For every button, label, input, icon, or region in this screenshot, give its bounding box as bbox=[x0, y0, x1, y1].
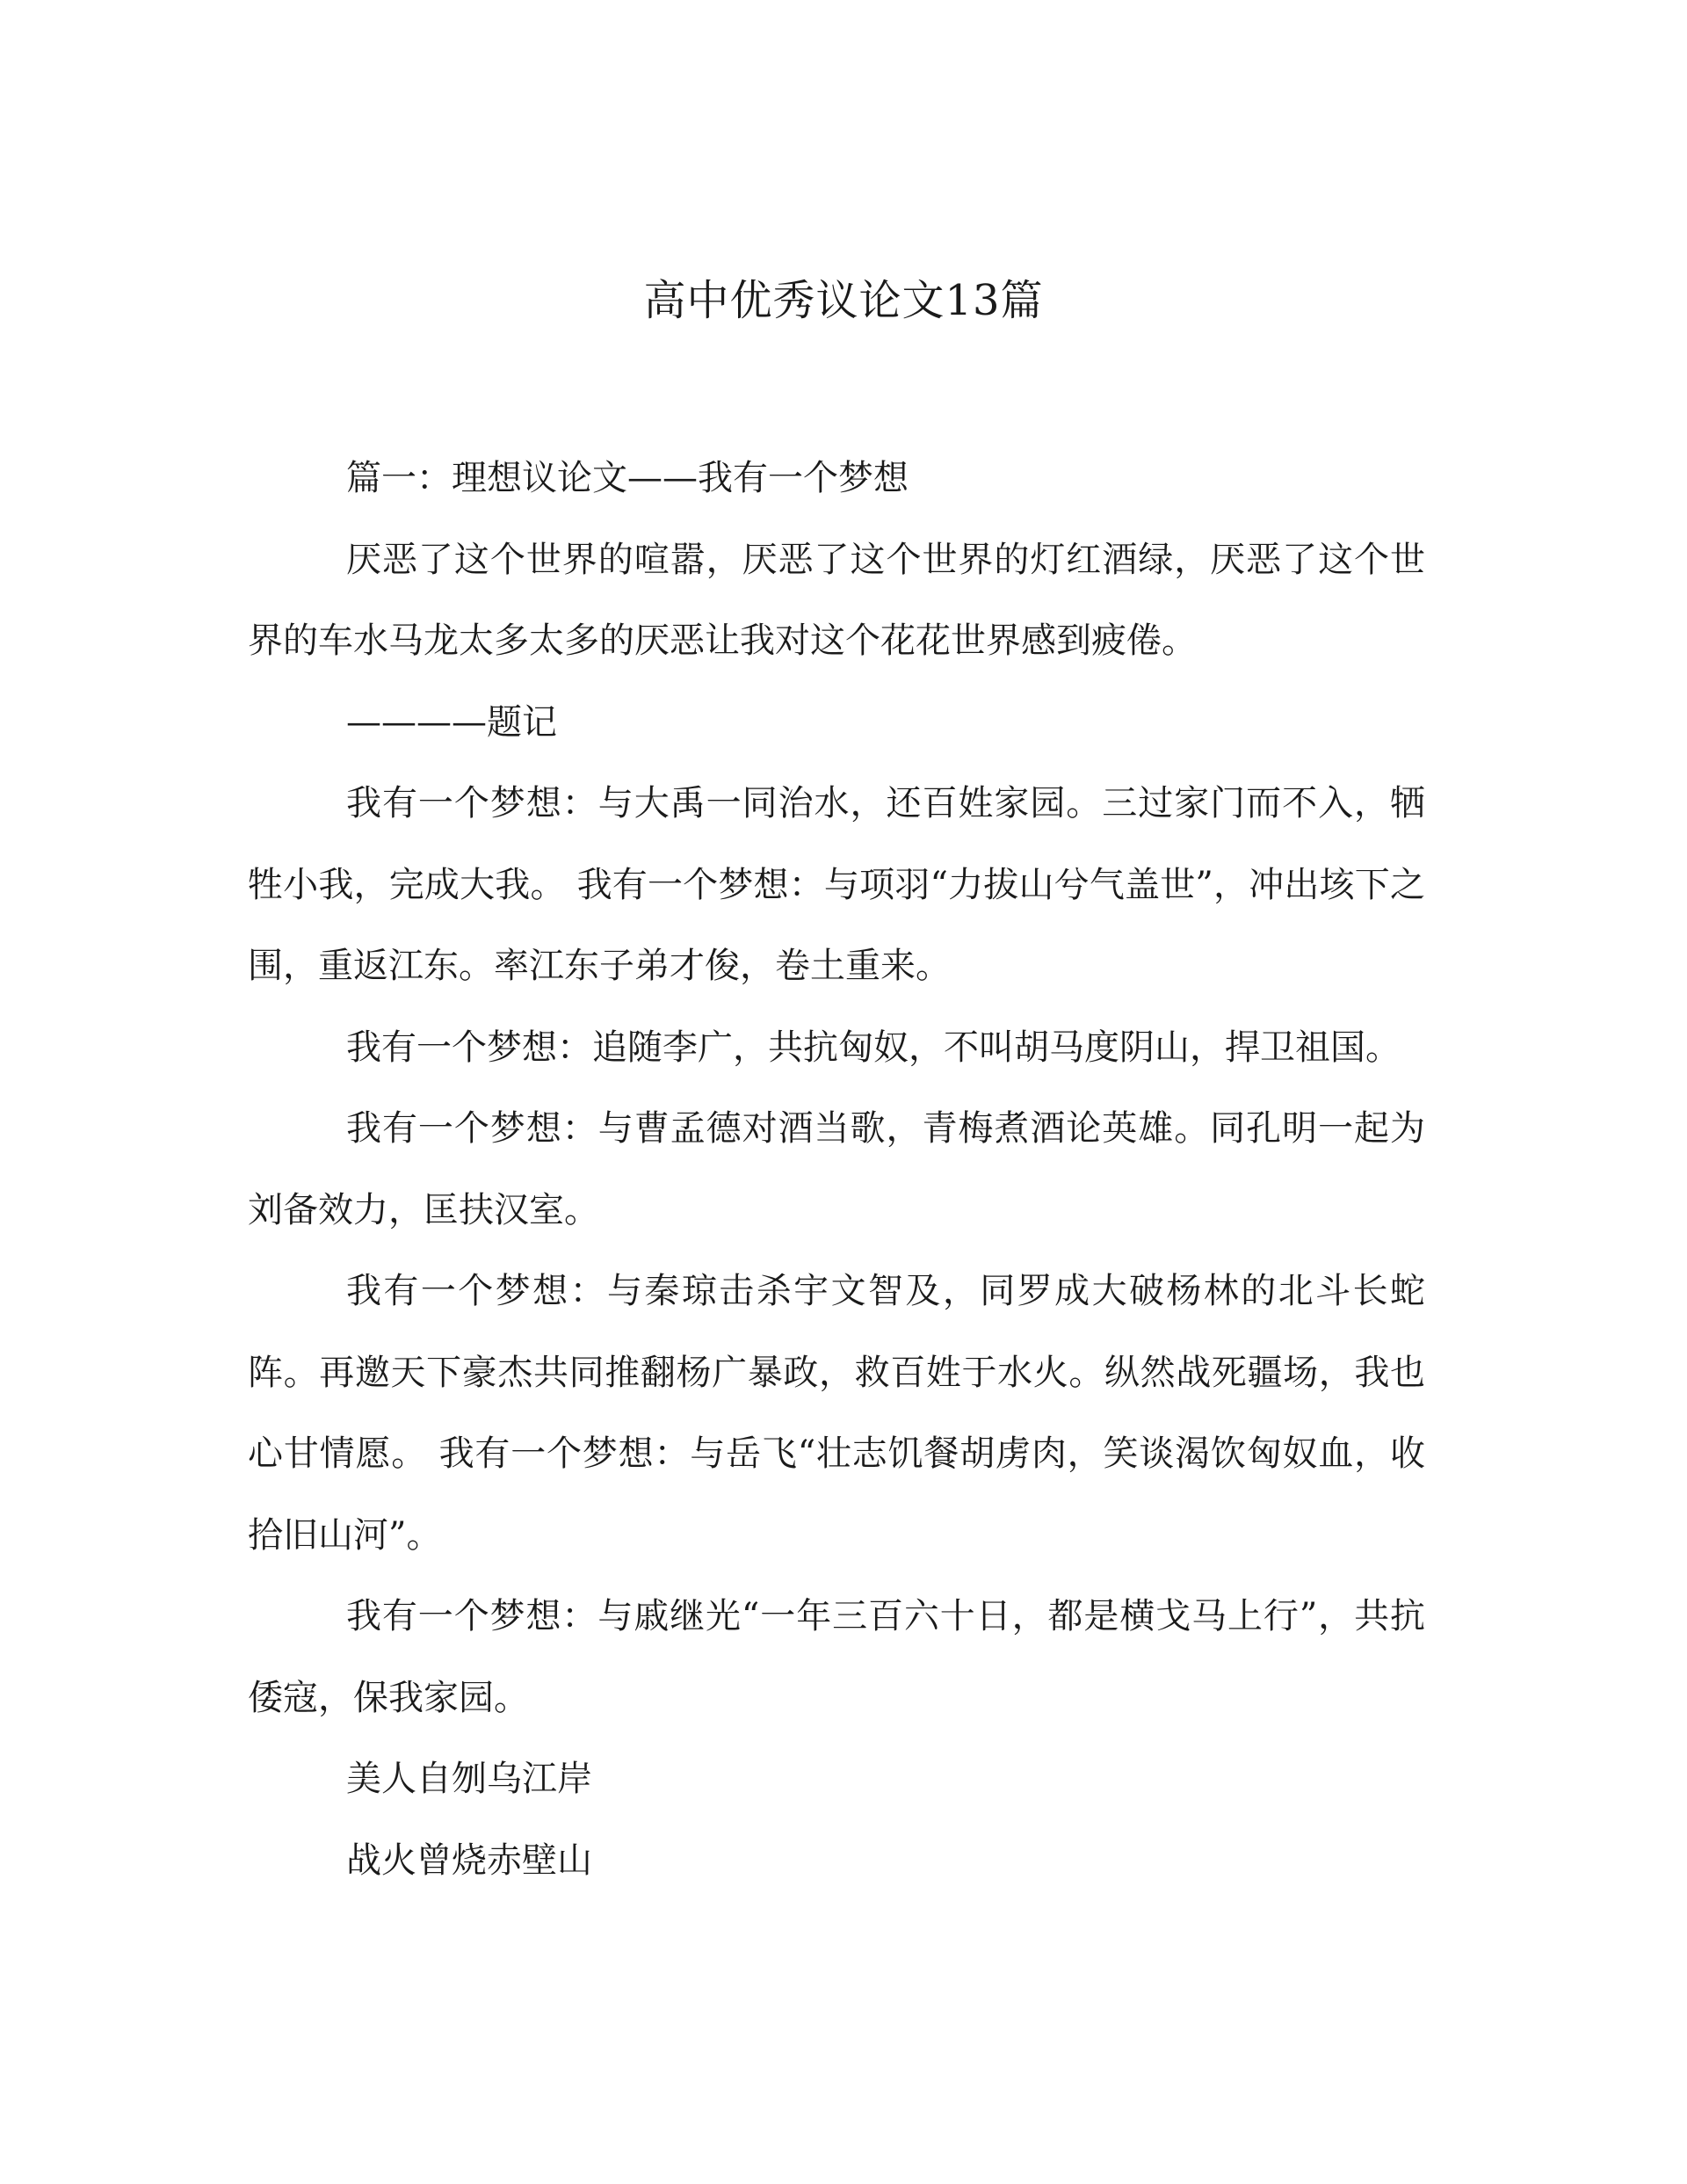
paragraph-dream-1: 我有一个梦想：与大禹一同治水，还百姓家园。三过家门而不入，牺牲小我，完成大我。 我有一个梦想：与项羽“力拔山兮气盖世”，冲出垓下之围，重返江东。率江东子弟才俊，卷土重来。 bbox=[248, 783, 1425, 986]
poem-line-1: 美人自刎乌江岸 bbox=[346, 1759, 592, 1799]
poem-line-2: 战火曾烧赤壁山 bbox=[346, 1839, 592, 1881]
paragraph-dream-3: 我有一个梦想：与曹孟德对酒当歌，青梅煮酒论英雄。同孔明一起为刘备效力，匡扶汉室。 bbox=[248, 1108, 1425, 1230]
document-title: 高中优秀议论文13篇 bbox=[643, 276, 1044, 325]
epigraph-attribution: ————题记 bbox=[346, 701, 557, 743]
paragraph-epigraph: 厌恶了这个世界的喧嚣，厌恶了这个世界的灯红酒绿，厌恶了这个世界的车水马龙太多太多的厌恶让我对这个花花世界感到疲倦。 bbox=[248, 539, 1425, 661]
paragraph-dream-5: 我有一个梦想：与戚继光“一年三百六十日，都是横戈马上行”，共抗倭寇，保我家园。 bbox=[248, 1596, 1425, 1718]
section-heading: 篇一：理想议论文——我有一个梦想 bbox=[346, 458, 909, 498]
paragraph-dream-2: 我有一个梦想：追随李广，共抗匈奴，不叫胡马度阴山，捍卫祖国。 bbox=[346, 1027, 1401, 1068]
paragraph-dream-4: 我有一个梦想：与秦琼击杀宇文智及，同罗成大破杨林的北斗长蛇阵。再邀天下豪杰共同推翻杨广暴政，救百姓于水火。纵然战死疆场，我也心甘情愿。 我有一个梦想：与岳飞“壮志饥餐胡虏肉，笑谈渴饮匈奴血，收拾旧山河”。 bbox=[248, 1271, 1425, 1556]
document-body bbox=[248, 438, 1425, 1901]
